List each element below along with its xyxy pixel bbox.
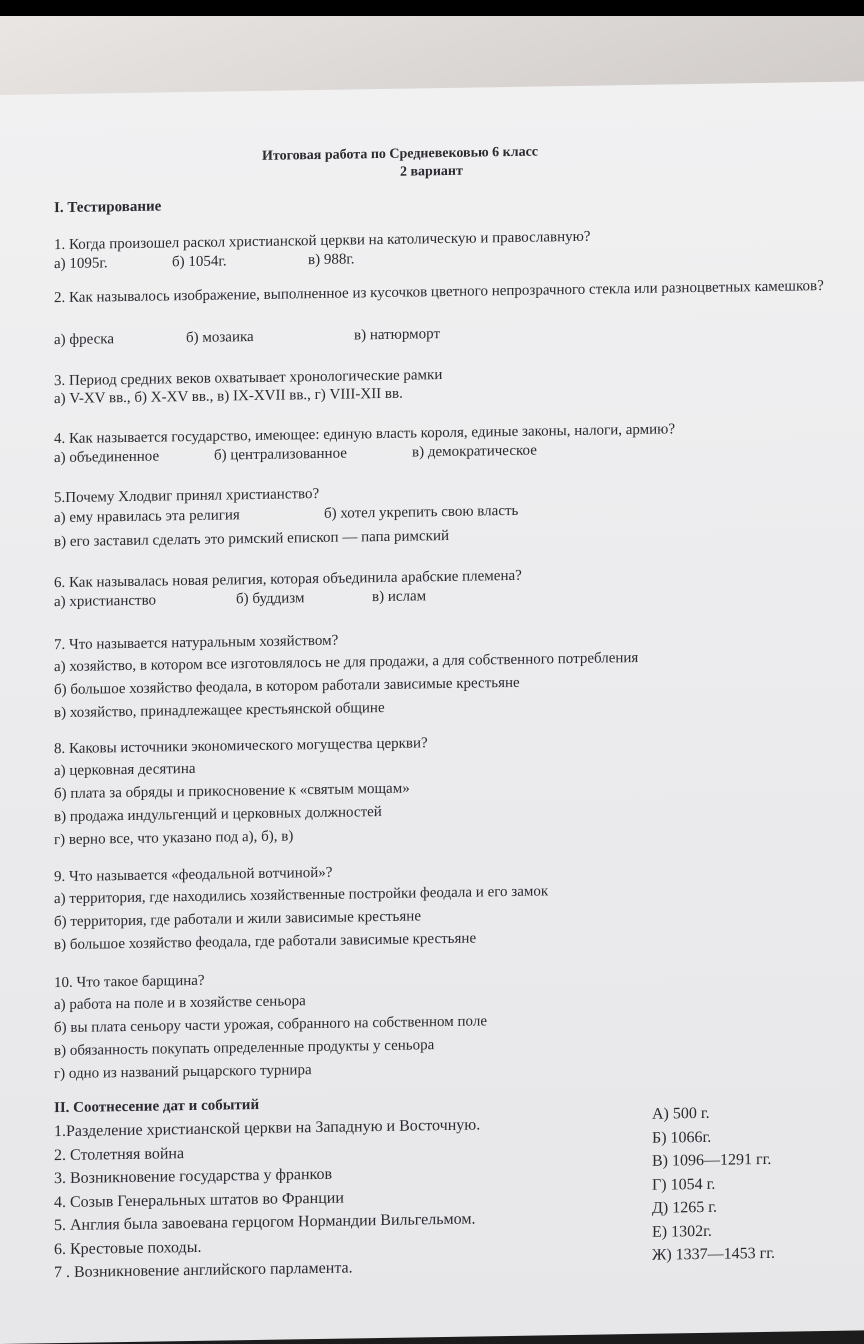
option-b: б) мозаика	[186, 329, 254, 347]
answer-g: г) одно из названий рыцарского турнира	[54, 1062, 312, 1083]
option-b: б) 1054г.	[172, 253, 227, 271]
answer-g: г) верно все, что указано под а), б), в)	[54, 828, 294, 849]
option-v: в) его заставил сделать это римский епископ — папа римский	[54, 527, 450, 551]
section-matching-heading: II. Соотнесение дат и событий	[54, 1096, 260, 1117]
worksheet-title: Итоговая работа по Средневековью 6 класс	[262, 144, 539, 164]
question-9-answers	[54, 880, 548, 957]
question-10: 10. Что такое барщина?	[54, 972, 205, 992]
event-item: 2. Столетняя война	[54, 1144, 185, 1164]
events-list	[54, 1113, 480, 1284]
event-item: 7 . Возникновение английского парламента.	[54, 1259, 353, 1282]
worksheet-variant: 2 вариант	[400, 163, 463, 180]
option-v: в) ислам	[372, 588, 427, 606]
option-v: в) 988г.	[308, 251, 355, 269]
date-item: Ж) 1337—1453 гг.	[652, 1244, 775, 1264]
answer-b: б) вы плата сеньору части урожая, собранного на собственном поле	[54, 1013, 487, 1037]
option-a: а) 1095г.	[54, 255, 108, 273]
answer-v: в) большое хозяйство феодала, где работали зависимые крестьяне	[54, 930, 477, 954]
event-item: 6. Крестовые походы.	[54, 1238, 202, 1258]
date-item: В) 1096—1291 гг.	[652, 1150, 772, 1170]
date-item: Д) 1265 г.	[652, 1198, 717, 1217]
answer-b: б) большое хозяйство феодала, в котором работали зависимые крестьяне	[54, 674, 520, 699]
answer-v: в) продажа индульгенций и церковных должностей	[54, 804, 382, 826]
question-2: 2. Как называлось изображение, выполненное из кусочков цветного непрозрачного стекла или разноцветных камешков?	[54, 278, 824, 307]
date-item: Е) 1302г.	[652, 1222, 712, 1241]
date-item: Г) 1054 г.	[652, 1175, 716, 1194]
option-v: в) демократическое	[412, 442, 537, 461]
question-8: 8. Каковы источники экономического могущества церкви?	[54, 735, 428, 758]
section-testing-heading: I. Тестирование	[54, 198, 162, 217]
question-5: 5.Почему Хлодвиг принял христианство?	[54, 485, 320, 507]
answer-a: а) территория, где находились хозяйственные постройки феодала и его замок	[54, 883, 549, 908]
event-item: 3. Возникновение государства у франков	[54, 1165, 333, 1188]
question-7: 7. Что называется натуральным хозяйством?	[54, 632, 339, 654]
date-item: Б) 1066г.	[652, 1128, 712, 1147]
answer-v: в) хозяйство, принадлежащее крестьянской общине	[54, 699, 385, 722]
event-item: 5. Англия была завоевана герцогом Нормандии Вильгельмом.	[54, 1210, 476, 1235]
question-1: 1. Когда произошел раскол христианской церкви на католическую и православную?	[54, 228, 591, 254]
status-bar	[0, 0, 864, 16]
question-8-answers	[54, 755, 410, 853]
answer-b: б) плата за обряды и прикосновение к «святым мощам»	[54, 780, 410, 803]
option-b: б) централизованное	[214, 445, 347, 464]
question-7-answers	[54, 647, 638, 725]
worksheet-page	[0, 81, 864, 1344]
question-4: 4. Как называется государство, имеющее: единую власть короля, единые законы, налоги, армию?	[54, 421, 676, 448]
question-6: 6. Как называлась новая религия, которая объединила арабские племена?	[54, 567, 522, 592]
question-9: 9. Что называется «феодальной вотчиной»?	[54, 864, 333, 886]
answer-v: в) обязанность покупать определенные продукты у сеньора	[54, 1037, 435, 1060]
event-item: 1.Разделение христианской церкви на Западную и Восточную.	[54, 1116, 481, 1141]
option-a: а) христианство	[54, 592, 157, 611]
answer-a: а) церковная десятина	[54, 760, 196, 780]
option-a: а) ему нравилась эта религия	[54, 507, 240, 527]
event-item: 4. Созыв Генеральных штатов во Франции	[54, 1189, 344, 1211]
answer-b: б) территория, где работали и жили зависимые крестьяне	[54, 908, 421, 931]
answer-a: а) хозяйство, в котором все изготовлялось не для продажи, а для собственного потребления	[54, 649, 639, 676]
question-10-answers	[54, 987, 487, 1086]
option-a: а) фреска	[54, 331, 115, 349]
dates-list	[652, 1101, 775, 1267]
option-b: б) хотел укрепить свою власть	[324, 502, 519, 522]
option-b: б) буддизм	[236, 590, 305, 608]
option-v: в) натюрморт	[354, 326, 441, 344]
option-a: а) объединенное	[54, 448, 160, 467]
option-all: а) V-XV вв., б) X-XV вв., в) IX-XVII вв., г) VIII-XII вв.	[54, 385, 403, 408]
question-3: 3. Период средних веков охватывает хронологические рамки	[54, 367, 443, 390]
date-item: А) 500 г.	[652, 1104, 710, 1123]
answer-a: а) работа на поле и в хозяйстве сеньора	[54, 993, 306, 1014]
